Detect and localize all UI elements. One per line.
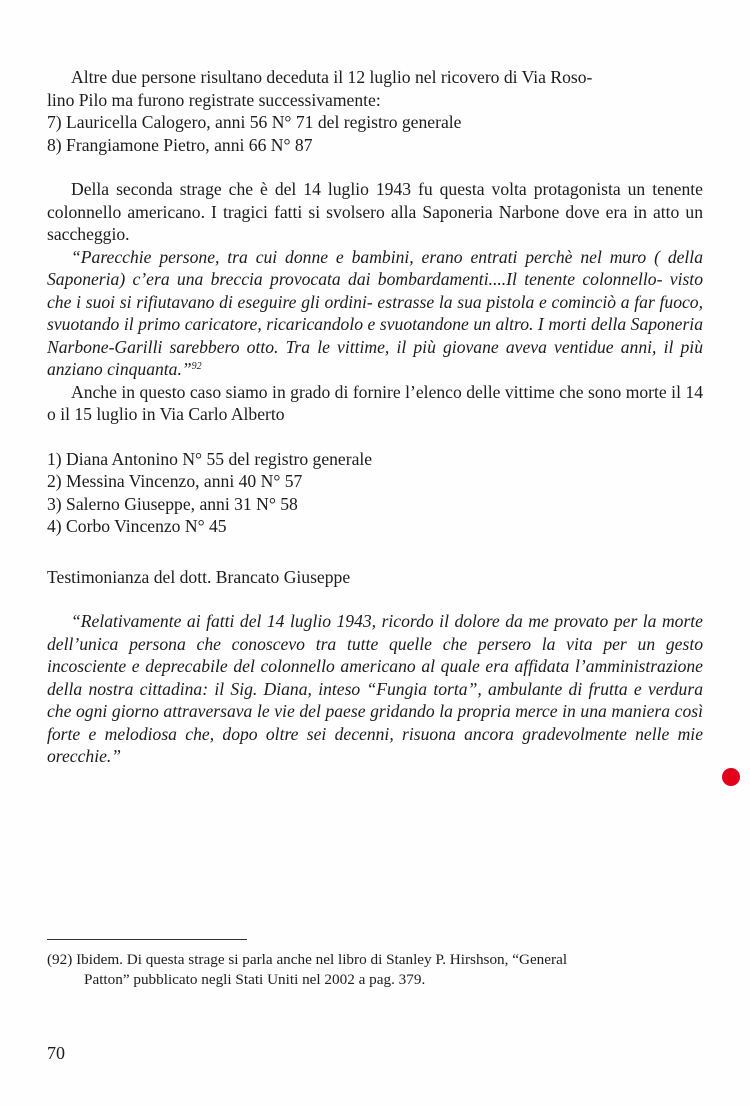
page-number: 70 [47,1043,65,1063]
red-marker-dot [722,768,740,786]
footnote-text-line: Patton” pubblicato negli Stati Uniti nel 2002 a pag. 379. [84,971,426,988]
paragraph-rosolino-pilo [47,66,703,156]
list-item: 8) Frangiamone Pietro, anni 66 N° 87 [47,134,313,155]
text-line: lino Pilo ma furono registrate successivamente: [47,89,381,110]
quote-text: “Parecchie persone, tra cui donne e bambini, erano entrati perchè nel muro ( della Saponeria) c’era una breccia provocata dai bombardamenti....Il tenente colonnello- visto che i suoi si rifiutavano di eseguire gli ordini- estrasse la sua pistola e cominciò a far fuoco, svuotando il primo caricatore, ricaricandolo e svuotandone un altro. I morti della Saponeria Narbone-Garilli sarebbero otto. Tra le vittime, il più giovane aveva ventidue anni, il più anziano cinquanta.” [47,246,703,379]
footnote-92 [47,950,703,990]
list-item: 7) Lauricella Calogero, anni 56 N° 71 del registro generale [47,112,462,132]
quote-testimony: “Relativamente ai fatti del 14 luglio 1943, ricordo il dolore da me provato per la morte dell’unica persona che conoscevo tra tutte quelle che persero la vita per un gesto incosciente e deprecabile del colonnello americano al quale era affidata l’amministrazione della nostra cittadina: il Sig. Diana, inteso “Fungia torta”, ambulante di frutta e verdura che ogni giorno attraversava le vie del paese gridando la propria merce in una maniera così forte e melodiosa che, dopo oltre sei decenni, risuona ancora gradevolmente nelle mie orecchie.” [47,611,703,766]
paragraph-second-massacre: Della seconda strage che è del 14 luglio 1943 fu questa volta protagonista un tenente colonnello americano. I tragici fatti si svolsero alla Saponeria Narbone dove era in atto un saccheggio. [47,179,703,244]
page-body [47,66,703,768]
list-item: 2) Messina Vincenzo, anni 40 N° 57 [47,471,303,491]
footnote-number: (92) [47,951,73,968]
text-line: Altre due persone risultano deceduta il 12 luglio nel ricovero di Via Roso- [71,67,593,87]
quote-saponeria [47,246,703,381]
list-item: 1) Diana Antonino N° 55 del registro generale [47,448,373,469]
paragraph-victims-intro: Anche in questo caso siamo in grado di fornire l’elenco delle vittime che sono morte il 14 o il 15 luglio in Via Carlo Alberto [47,381,703,424]
footnote-text-line: Ibidem. Di questa strage si parla anche nel libro di Stanley P. Hirshson, “General [76,951,568,968]
footnote-divider [47,939,247,940]
victims-list [47,448,703,538]
footnote-reference: 92 [191,361,202,372]
list-item: 4) Corbo Vincenzo N° 45 [47,516,227,536]
testimony-heading: Testimonianza del dott. Brancato Giuseppe [47,566,351,587]
list-item: 3) Salerno Giuseppe, anni 31 N° 58 [47,493,298,514]
